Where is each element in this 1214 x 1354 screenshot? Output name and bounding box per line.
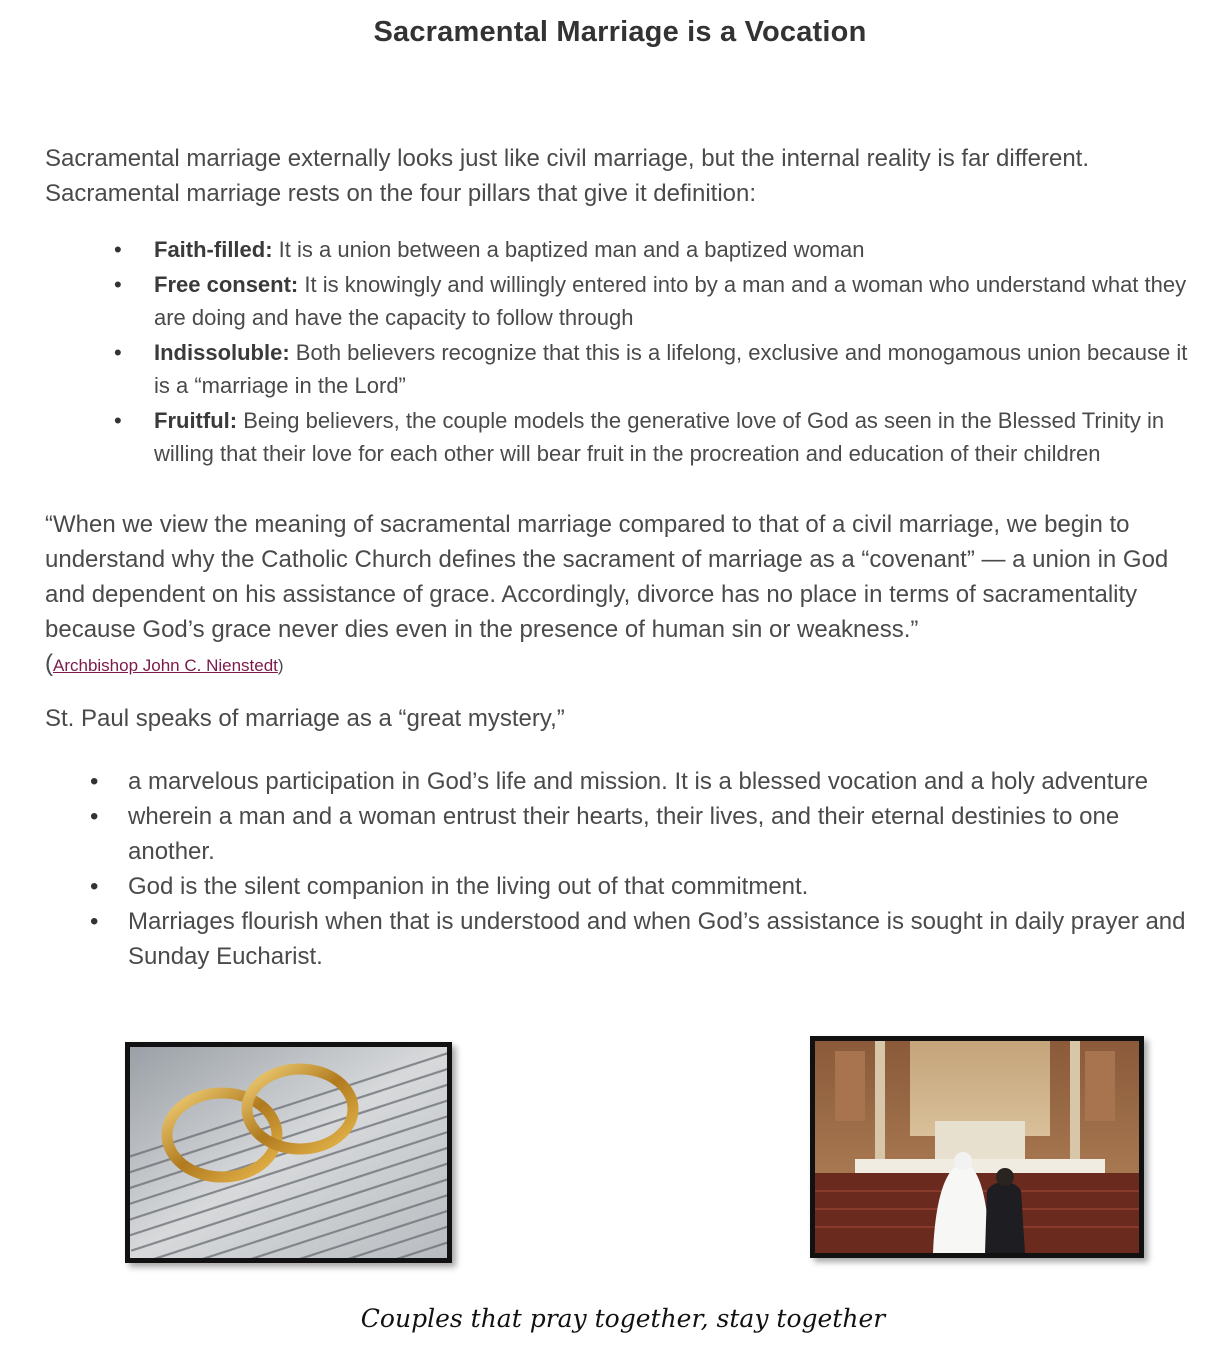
list-item: • God is the silent companion in the living out of that commitment. <box>128 869 1188 904</box>
church-altar-image <box>810 1036 1144 1258</box>
author-link[interactable]: Archbishop John C. Nienstedt <box>53 656 278 675</box>
quote-attribution <box>45 650 284 678</box>
closing-caption: Couples that pray together, stay together <box>360 1304 886 1333</box>
pillar-text: Both believers recognize that this is a lifelong, exclusive and monogamous union because it is a “marriage in the Lord” <box>154 340 1188 398</box>
quote-paragraph: “When we view the meaning of sacramental marriage compared to that of a civil marriage, we begin to understand why the Catholic Church defines the sacrament of marriage as a “covenant” — a union in God and dependent on his assistance of grace. Accordingly, divorce has no place in terms of sacramentality because God’s grace never dies even in the presence of human sin or weakness.” <box>45 511 1169 643</box>
pillar-text: It is knowingly and willingly entered into by a man and a woman who understand what they are doing and have the capacity to follow through <box>154 272 1187 330</box>
pillar-text: Being believers, the couple models the generative love of God as seen in the Blessed Trinity in willing that their love for each other will bear fruit in the procreation and education of their children <box>154 408 1165 466</box>
list-item <box>154 336 1204 402</box>
list-item: • wherein a man and a woman entrust their hearts, their lives, and their eternal destinies to one another. <box>128 799 1188 869</box>
page-title: Sacramental Marriage is a Vocation <box>373 16 867 48</box>
pillar-term: Free consent: <box>154 272 299 297</box>
pillar-term: Faith-filled: <box>154 237 273 262</box>
intro-paragraph: Sacramental marriage externally looks just like civil marriage, but the internal reality is far different. Sacramental marriage rests on the four pillars that give it definition: <box>45 145 1089 207</box>
attribution-open: ( <box>45 650 53 677</box>
pillar-text: It is a union between a baptized man and a baptized woman <box>272 237 865 262</box>
pillar-term: Fruitful: <box>154 408 238 433</box>
pillar-term: Indissoluble: <box>154 340 290 365</box>
paul-intro: St. Paul speaks of marriage as a “great mystery,” <box>45 705 565 732</box>
wedding-rings-image <box>125 1042 452 1263</box>
mystery-list <box>128 764 1188 974</box>
pillars-list <box>154 233 1204 472</box>
list-item: • a marvelous participation in God’s life and mission. It is a blessed vocation and a holy adventure <box>128 764 1188 799</box>
list-item <box>154 233 1204 266</box>
list-item: • Marriages flourish when that is understood and when God’s assistance is sought in daily prayer and Sunday Eucharist. <box>128 904 1188 974</box>
list-item <box>154 268 1204 334</box>
attribution-close: ) <box>277 656 284 675</box>
list-item <box>154 404 1204 470</box>
